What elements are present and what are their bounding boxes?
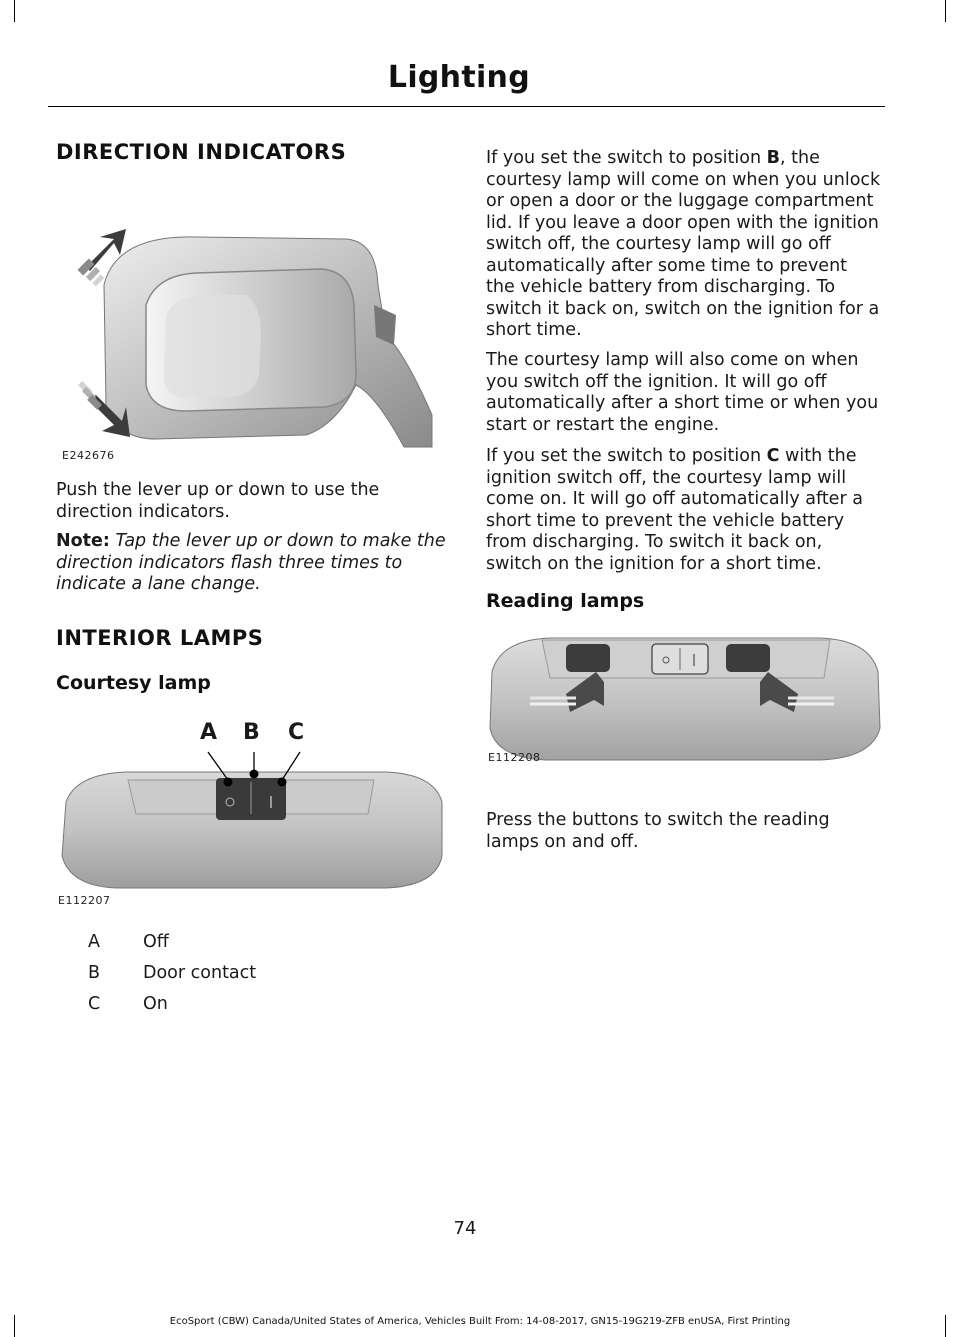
figure-id: E112207 bbox=[58, 894, 111, 907]
para3-post: with the ignition switch off, the courtesy lamp will come on. It will go off automatically after a short time to prevent the vehicle battery from discharging. To switch it back on, switch on the ignition for a short time. bbox=[486, 446, 863, 574]
note-text: Tap the lever up or down to make the direction indicators flash three times to indicate a lane change. bbox=[56, 531, 446, 594]
para1-pre: If you set the switch to position bbox=[486, 148, 767, 168]
position-b-paragraph bbox=[486, 148, 881, 342]
callout-c: C bbox=[288, 720, 305, 745]
page-number: 74 bbox=[453, 1218, 477, 1239]
note-label: Note: bbox=[56, 531, 110, 551]
header-rule bbox=[48, 106, 885, 107]
para1-post: , the courtesy lamp will come on when you unlock or open a door or the luggage compartment lid. If you leave a door open with the ignition switch off, the courtesy lamp will go off automatically after some time to prevent the vehicle battery from discharging. To switch it back on, switch on the ignition for a short time. bbox=[486, 148, 881, 340]
left-column bbox=[56, 140, 448, 164]
figure-id: E112208 bbox=[488, 751, 541, 764]
para3-pre: If you set the switch to position bbox=[486, 446, 767, 466]
reading-lamps-heading: Reading lamps bbox=[486, 590, 645, 612]
direction-indicators-body: Push the lever up or down to use the direction indicators. bbox=[56, 480, 380, 522]
reading-lamps-illustration bbox=[486, 632, 882, 768]
legend-value: Off bbox=[143, 932, 169, 952]
courtesy-lamp-heading: Courtesy lamp bbox=[56, 672, 211, 694]
lever-illustration bbox=[56, 225, 440, 465]
callout-b: B bbox=[243, 720, 260, 745]
footer-text: EcoSport (CBW) Canada/United States of America, Vehicles Built From: 14-08-2017, GN15-19G219-ZFB enUSA, First Printing bbox=[169, 1316, 791, 1327]
reading-lamps-figure bbox=[486, 632, 882, 768]
page-header-title: Lighting bbox=[387, 60, 530, 95]
direction-indicator-figure bbox=[56, 225, 440, 465]
direction-indicators-note bbox=[56, 531, 448, 596]
legend-key: B bbox=[88, 963, 101, 983]
legend-value: On bbox=[143, 994, 168, 1014]
interior-lamps-heading: INTERIOR LAMPS bbox=[56, 626, 264, 650]
reading-lamps-body: Press the buttons to switch the reading lamps on and off. bbox=[486, 810, 830, 852]
legend-value: Door contact bbox=[143, 963, 257, 983]
para1-bold: B bbox=[766, 148, 780, 168]
legend-key: A bbox=[88, 932, 100, 952]
crop-mark-top-left bbox=[14, 0, 15, 22]
figure-id: E242676 bbox=[62, 449, 115, 462]
courtesy-lamp-illustration bbox=[56, 716, 446, 912]
legend-key: C bbox=[88, 994, 101, 1014]
para3-bold: C bbox=[766, 446, 780, 466]
direction-indicators-heading: DIRECTION INDICATORS bbox=[56, 140, 347, 164]
callout-a: A bbox=[200, 720, 218, 745]
courtesy-lamp-figure bbox=[56, 716, 446, 912]
ignition-paragraph: The courtesy lamp will also come on when you switch off the ignition. It will go off automatically after a short time or when you start or restart the engine. bbox=[486, 350, 879, 435]
position-c-paragraph bbox=[486, 446, 881, 575]
crop-mark-top-right bbox=[945, 0, 946, 22]
